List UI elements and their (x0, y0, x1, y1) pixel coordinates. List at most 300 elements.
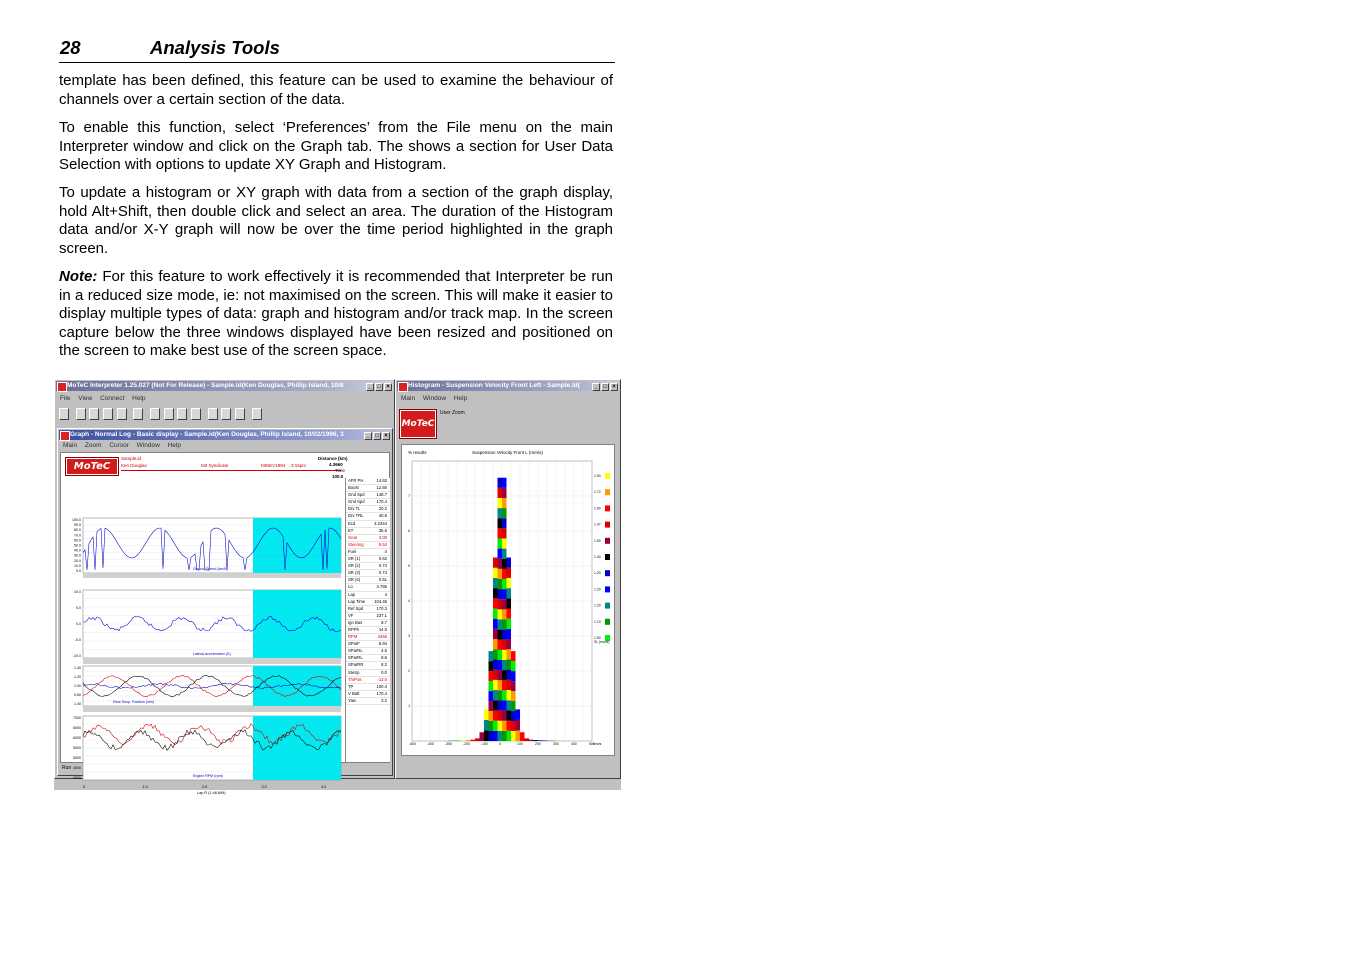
x-tick-label: 0 (83, 785, 86, 789)
menu-file[interactable]: File (60, 395, 71, 402)
hist-bar (507, 558, 512, 568)
hist-bar (493, 608, 498, 618)
channel-row[interactable] (346, 506, 390, 513)
pane-separator (83, 658, 341, 664)
channel-value: 170.3 (376, 605, 387, 611)
hist-bar (502, 589, 507, 599)
x-tick-label: 2.0 (202, 785, 208, 789)
channel-row[interactable] (346, 478, 390, 485)
report-icon[interactable] (150, 408, 160, 420)
hist-bar (502, 690, 507, 700)
legend-swatch (605, 505, 610, 511)
x-tick-label: 1.0 (142, 785, 148, 789)
channel-value: 9.54 (378, 541, 387, 547)
hist-x-tick: 300 (553, 742, 559, 746)
hist-bar (525, 738, 530, 741)
hist-bar (493, 568, 498, 578)
graph-titlebar[interactable] (59, 430, 391, 440)
hist-bar (502, 711, 507, 721)
paragraph-2: To enable this function, select ‘Preferences’ from the File menu on the main Interpreter window and click on the Graph tab. The shows a section for User Data Selection with options to update XY Graph and Histogram. (59, 119, 613, 174)
channel-row[interactable] (346, 499, 390, 506)
hist-bar (502, 640, 507, 650)
channel-row[interactable] (346, 627, 390, 634)
hist-bar (471, 740, 476, 741)
track-icon[interactable] (133, 408, 143, 420)
hist-menu-help[interactable]: Help (453, 395, 468, 402)
channel-row[interactable] (346, 599, 390, 606)
graph-menu-help[interactable]: Help (167, 442, 181, 449)
y-tick-label: 6500 (73, 726, 81, 730)
interpreter-title: MoTeC Interpreter 1.25.027 (Not For Release) - Sample.ld(Ken Douglas, Phillip Island, 10/8 (67, 382, 344, 389)
x-axis-label: Lap R (1:48.899) (197, 791, 226, 795)
hist-bar (498, 579, 503, 589)
channel-row[interactable] (346, 606, 390, 613)
hist-bar (511, 731, 516, 741)
y-tick-label: 30.0 (74, 553, 81, 558)
y-tick-label: 6000 (73, 736, 81, 740)
pane-separator (83, 706, 341, 712)
y-tick-label: 1.40 (74, 702, 81, 706)
info-team: M3 Syndicate (201, 463, 229, 468)
channel-name: Lap (348, 591, 355, 597)
hist-bar (516, 720, 521, 731)
hist-bar (538, 740, 543, 741)
y-tick-label: 5500 (73, 746, 81, 750)
hist-bar (493, 598, 498, 608)
note-label: Note: (59, 268, 98, 285)
channel-value: 100.4 (376, 683, 387, 689)
user-zoom-label: User Zoom (440, 410, 465, 416)
channel-row[interactable] (346, 570, 390, 577)
hist-bar (498, 700, 503, 710)
print-icon[interactable] (208, 408, 218, 420)
motec-logo: MoTeC (66, 458, 118, 475)
channel-name: Ecd (348, 520, 356, 526)
channel-value: -13.0 (377, 676, 387, 682)
channel-name: Drv TL (348, 506, 361, 512)
hist-bar (498, 721, 503, 731)
hist-x-tick: -200 (463, 742, 470, 746)
hist-bar (498, 599, 503, 609)
legend-label: 1.47 (594, 522, 601, 527)
hist-bar (507, 578, 512, 588)
hist-bar (489, 711, 494, 721)
hist-bar (502, 569, 507, 579)
hist-bar (498, 559, 503, 569)
hist-bar (493, 670, 498, 680)
channel-row[interactable] (346, 535, 390, 542)
channel-row[interactable] (346, 521, 390, 528)
y-tick-label: 40.0 (74, 548, 81, 553)
channel-name: Ign Bas (348, 619, 363, 625)
channel-name: VF (348, 612, 354, 618)
hist-bar (502, 599, 507, 609)
legend-swatch (605, 570, 610, 576)
hist-bar (502, 731, 507, 741)
minimize-icon[interactable]: _ (592, 383, 600, 391)
channel-row[interactable] (346, 485, 390, 492)
channel-value: 8.2 (381, 662, 387, 668)
channel-name: Yaw (348, 697, 356, 703)
channel-value: 170.4 (376, 499, 387, 505)
minimize-icon[interactable]: _ (366, 383, 374, 391)
hist-bar (502, 670, 507, 680)
y-tick-label: 100.0 (72, 518, 81, 522)
channel-row[interactable] (346, 684, 390, 691)
channel-value: 237.1 (376, 612, 387, 618)
hist-bar (493, 721, 498, 731)
pane-label: Rear Susp. Position (mm) (113, 700, 155, 704)
channel-row[interactable] (346, 698, 390, 705)
histogram-plot[interactable] (402, 453, 614, 753)
hist-bar (498, 731, 503, 741)
channel-name: AFR PH (348, 478, 364, 483)
hist-bar (498, 711, 503, 721)
hist-bar (493, 659, 498, 669)
hist-y-tick: 4 (408, 599, 410, 603)
menu-help[interactable]: Help (132, 395, 146, 402)
info-driver: Ken Douglas (121, 463, 147, 468)
channel-name: ET (348, 527, 354, 533)
hist-bar (498, 488, 503, 498)
legend-label: 1.20 (594, 603, 601, 608)
channel-name: ThrPos (348, 676, 362, 682)
channel-name: Drv TRL (348, 513, 364, 519)
channel-value: 0.74 (378, 563, 387, 569)
hist-bar (502, 478, 507, 488)
channel-row[interactable] (346, 528, 390, 535)
channel-value: 0.62 (378, 556, 387, 562)
legend-label: 1.20 (594, 587, 601, 592)
hist-bar (511, 691, 516, 701)
channel-row[interactable] (346, 513, 390, 520)
hist-bar (466, 740, 471, 741)
hist-bar (493, 558, 498, 568)
hist-bar (489, 701, 494, 711)
maximize-icon[interactable]: □ (373, 432, 381, 440)
hist-bar (502, 518, 507, 528)
hist-bar (507, 670, 512, 680)
page-header (59, 36, 615, 63)
hist-bar (489, 721, 494, 731)
pane-separator (83, 573, 341, 578)
channel-list[interactable] (345, 478, 390, 762)
distance-value: 4.3660 (329, 462, 343, 467)
channel-name: Lo (348, 584, 353, 590)
channel-value: 14.5 (378, 626, 387, 632)
hist-bar (507, 588, 512, 598)
hist-bar (498, 478, 503, 488)
legend-swatch (605, 489, 610, 495)
channel-row[interactable] (346, 620, 390, 627)
y-tick-label: 4000 (73, 776, 81, 780)
hist-bar (498, 640, 503, 650)
channel-row[interactable] (346, 556, 390, 563)
hist-bar (489, 651, 494, 661)
hist-bar (520, 732, 525, 741)
histogram-window-controls (591, 382, 618, 390)
legend-swatch (605, 586, 610, 592)
menu-connect[interactable]: Connect (100, 395, 125, 402)
close-icon[interactable]: × (610, 383, 618, 391)
table-icon[interactable] (117, 408, 127, 420)
channel-value: 0.74 (378, 570, 387, 576)
x-tick-label: 3.0 (261, 785, 267, 789)
graph-menu-cursor[interactable]: Cursor (109, 442, 129, 449)
y-tick-label: 0.0 (76, 622, 81, 626)
hist-x-tick: -500 (409, 742, 416, 746)
info-time: 3:15pm (291, 463, 307, 468)
hist-bar (493, 578, 498, 588)
pane-label: Ground Speed (km/h) (193, 567, 228, 571)
channel-value: 40.6 (378, 513, 387, 519)
hist-bar (511, 651, 516, 661)
minimize-icon[interactable]: _ (364, 432, 372, 440)
legend-swatch (605, 473, 610, 479)
interpreter-toolbar (57, 405, 392, 423)
channel-value: 4.785 (376, 584, 387, 590)
hist-bar (516, 730, 521, 741)
info-date: MINEV1994 (261, 463, 286, 468)
hist-bar (493, 680, 498, 690)
export-icon[interactable] (221, 408, 231, 420)
graph-menubar (60, 441, 390, 450)
hist-menu-main[interactable]: Main (401, 395, 416, 402)
channel-name: SR (2) (348, 563, 361, 569)
hist-y-tick: 7 (408, 494, 410, 498)
distance-label: Distance (km) (318, 456, 348, 461)
hist-bar (493, 588, 498, 598)
hist-y-tick: 5 (408, 564, 410, 568)
channel-name: SParRL (348, 655, 363, 661)
interpreter-titlebar[interactable] (56, 381, 393, 391)
hist-y-unit: % results (408, 450, 427, 455)
channel-row[interactable] (346, 542, 390, 549)
channel-value: 8.94 (378, 641, 387, 647)
channel-name: Steering (348, 541, 364, 547)
channel-row[interactable] (346, 577, 390, 584)
hist-bar (511, 681, 516, 691)
hist-bar (507, 629, 512, 639)
channel-row[interactable] (346, 691, 390, 698)
hist-x-tick: 500 (589, 742, 595, 746)
y-tick-label: -10.0 (72, 654, 81, 658)
hist-bar (493, 649, 498, 659)
channel-name: Ref Spd (348, 605, 364, 611)
hist-bar (502, 630, 507, 640)
hist-bar (502, 528, 507, 538)
channel-row[interactable] (346, 563, 390, 570)
channel-name: RPPh (348, 626, 359, 632)
channel-row[interactable] (346, 641, 390, 648)
channel-value: 148.7 (376, 492, 387, 498)
y-tick-label: 70.0 (74, 533, 81, 538)
hist-bar (507, 710, 512, 720)
hist-x-tick: 100 (517, 742, 523, 746)
paragraph-3: To update a histogram or XY graph with data from a section of the graph display, hold Alt+Shift, then double click and select an area. The duration of the Histogram data and/or X-Y graph will now be over the time period highlighted in the graph screen. (59, 184, 613, 257)
channel-row[interactable] (346, 549, 390, 556)
channel-row[interactable] (346, 662, 390, 669)
hist-bar (507, 649, 512, 659)
hist-bar (498, 508, 503, 518)
section-title: Analysis Tools (150, 37, 280, 58)
y-tick-label: 80.0 (74, 528, 81, 533)
close-icon[interactable]: × (382, 432, 390, 440)
graph-window-controls (363, 431, 390, 439)
channel-value: 4.5 (381, 648, 387, 654)
hist-bar (502, 619, 507, 629)
hist-bar (502, 549, 507, 559)
histogram-titlebar[interactable] (397, 381, 619, 391)
legend-label: 1.50 (594, 636, 601, 640)
channel-row[interactable] (346, 648, 390, 655)
hist-y-tick: 6 (408, 529, 410, 533)
hist-bar (489, 691, 494, 701)
channel-row[interactable] (346, 613, 390, 620)
channel-name: SR (1) (348, 556, 361, 562)
open-icon[interactable] (59, 408, 69, 420)
hist-bar (511, 701, 516, 711)
hist-bar (507, 659, 512, 669)
legend-label: 1.40 (594, 555, 601, 559)
window-controls (365, 382, 392, 390)
graph-menu-zoom[interactable]: Zoom (84, 442, 102, 449)
legend-extra: SL (mm/s) (594, 640, 610, 645)
hist-y-tick: 3 (408, 634, 410, 638)
y-tick-label: 0.0 (76, 569, 81, 573)
channel-row[interactable] (346, 677, 390, 684)
hist-bar (507, 619, 512, 629)
close-icon[interactable]: × (384, 383, 392, 391)
app-icon (57, 382, 67, 392)
hist-bar (507, 639, 512, 649)
channel-value: 20.2 (378, 506, 387, 512)
maximize-icon[interactable]: □ (601, 383, 609, 391)
graph-icon[interactable] (76, 408, 86, 420)
hist-bar (507, 680, 512, 690)
hist-bar (507, 690, 512, 700)
y-tick-label: 5.0 (76, 606, 81, 610)
legend-label: 1.72 (594, 490, 601, 495)
hist-bar (493, 700, 498, 710)
channel-name: Gear (348, 534, 358, 540)
hist-bar (489, 731, 494, 741)
hist-bar (498, 498, 503, 508)
pane-label: Engine RPM (rpm) (193, 774, 223, 778)
graph-menu-main[interactable]: Main (63, 442, 78, 449)
y-tick-label: 1.40 (74, 666, 81, 670)
hist-bar (498, 670, 503, 680)
y-tick-label: 10.0 (74, 563, 81, 568)
save-icon[interactable] (177, 408, 187, 420)
y-tick-label: 60.0 (74, 538, 81, 543)
hist-x-unit: mm/s (593, 742, 602, 746)
hist-bar (498, 660, 503, 670)
y-tick-label: 90.0 (74, 523, 81, 528)
hist-bar (502, 498, 507, 508)
channel-row[interactable] (346, 584, 390, 591)
legend-label: 1.20 (594, 571, 601, 576)
hist-bar (493, 690, 498, 700)
y-tick-label: -5.0 (74, 638, 81, 642)
channel-row[interactable] (346, 592, 390, 599)
hist-bar (493, 710, 498, 720)
graph-title: Graph - Normal Log - Basic display - Sample.ld(Ken Douglas, Phillip Island, 10/02/1996, 3 (70, 431, 344, 438)
hist-menu-window[interactable]: Window (422, 395, 447, 402)
channel-value: 35.6 (378, 527, 387, 533)
hist-bar (493, 629, 498, 639)
graph-menu-window[interactable]: Window (136, 442, 160, 449)
channel-row[interactable] (346, 655, 390, 662)
menu-view[interactable]: View (78, 395, 93, 402)
channel-row[interactable] (346, 634, 390, 641)
y-tick-label: 5000 (73, 756, 81, 760)
hist-bar (484, 709, 489, 720)
channel-value: 0.0 (381, 669, 387, 675)
pane-label: Lateral Acceleration (G) (193, 652, 231, 656)
channel-row[interactable] (346, 492, 390, 499)
info-file: Sample.ld (121, 456, 142, 461)
channel-value: 4355 (377, 634, 387, 640)
channel-name: SParRR (348, 662, 364, 668)
page-number: 28 (60, 37, 81, 58)
hist-bar (543, 740, 548, 741)
channel-value: 4.2344 (374, 520, 387, 526)
hist-bar (489, 671, 494, 681)
hist-bar (511, 711, 516, 721)
maximize-icon[interactable]: □ (375, 383, 383, 391)
hist-bar (457, 740, 462, 741)
y-tick-label: 4500 (73, 766, 81, 770)
channel-name: SteSp (348, 669, 360, 675)
graph-window (57, 428, 393, 795)
hist-bar (507, 568, 512, 578)
interpreter-menubar (57, 394, 392, 403)
hist-x-tick: -400 (427, 742, 434, 746)
hist-bar (493, 731, 498, 741)
hist-bar (498, 569, 503, 579)
histogram-icon[interactable] (103, 408, 113, 420)
channel-name: SParRL (348, 648, 363, 654)
channel-value: 3.00 (378, 534, 387, 540)
note-paragraph (59, 268, 613, 361)
xy-icon[interactable] (89, 408, 99, 420)
hist-bar (502, 660, 507, 670)
paragraph-1: template has been defined, this feature can be used to examine the behaviour of channels over a certain section of the data. (59, 72, 613, 108)
hist-bar (498, 549, 503, 559)
hist-bar (498, 630, 503, 640)
legend-label: 1.90 (594, 474, 601, 478)
list-icon[interactable] (164, 408, 174, 420)
y-tick-label: 1.00 (74, 684, 81, 688)
compare-icon[interactable] (235, 408, 245, 420)
channel-value: 0.51 (378, 577, 387, 583)
hist-bar (498, 589, 503, 599)
hist-bar (480, 732, 485, 741)
channel-name: TP (348, 683, 354, 689)
hist-bar (489, 681, 494, 691)
hist-bar (502, 488, 507, 498)
hist-bar (498, 538, 503, 548)
hist-bar (507, 721, 512, 731)
clock-icon[interactable] (191, 408, 201, 420)
hist-x-tick: 400 (571, 742, 577, 746)
channel-name: RPM (348, 634, 358, 640)
hist-bar (493, 619, 498, 629)
about-icon[interactable] (252, 408, 262, 420)
channel-row[interactable] (346, 670, 390, 677)
hist-x-tick: -100 (481, 742, 488, 746)
